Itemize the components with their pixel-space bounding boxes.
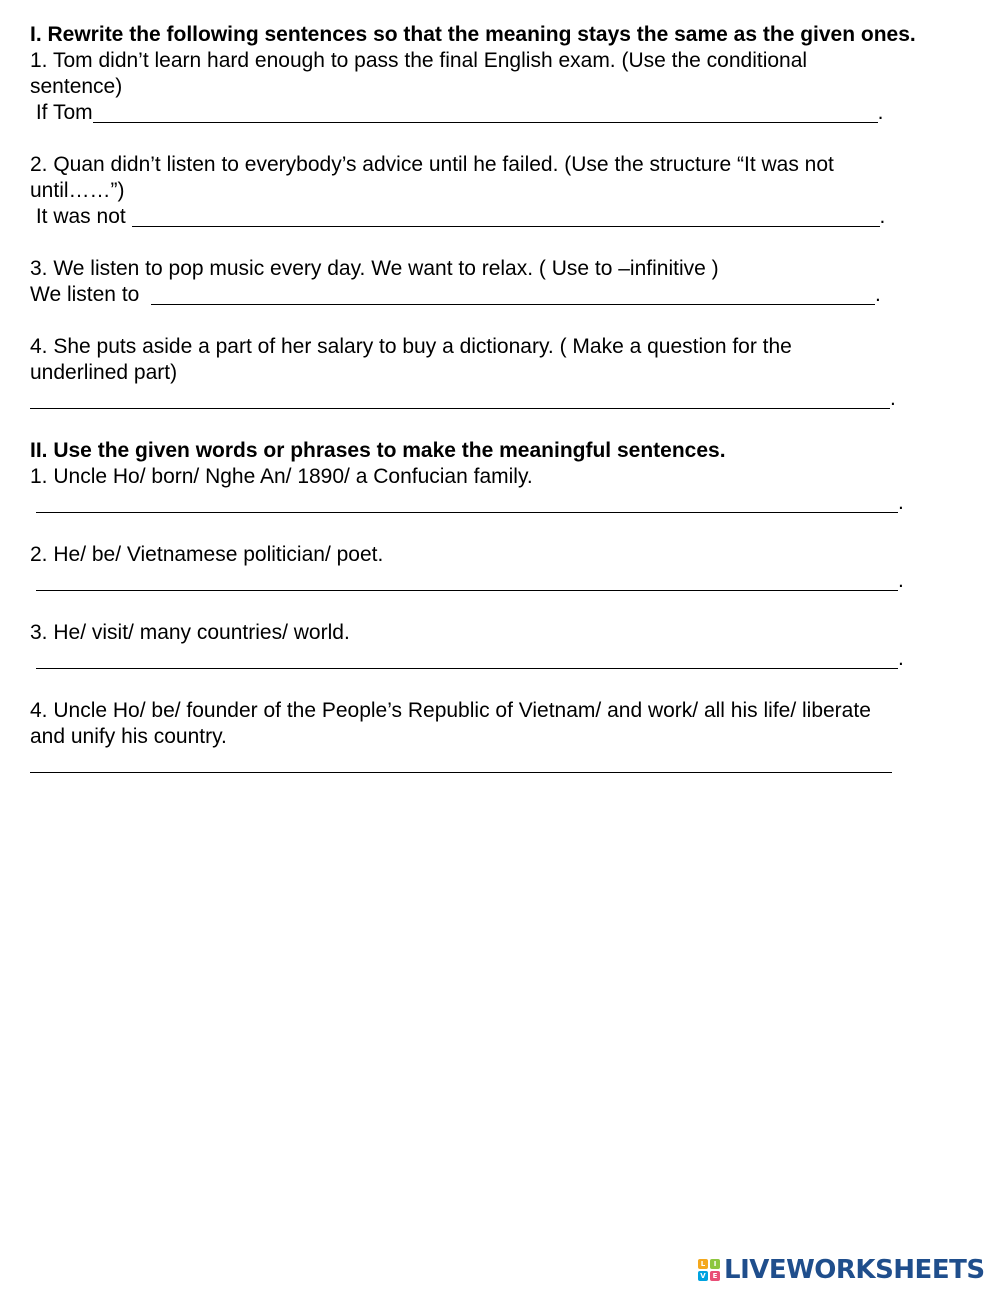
s2-q4-line1: 4. Uncle Ho/ be/ founder of the People’s Republic of Vietnam/ and work/ all his life/ liberate [30,699,871,722]
s1-q3-dot: . [875,283,881,306]
s2-q1-blank[interactable] [36,492,898,513]
logo-mark-i: I [710,1259,720,1269]
s1-q4-blank[interactable] [30,388,890,409]
liveworksheets-logo [698,1255,985,1285]
worksheet [30,22,960,776]
s1-q1-line2: sentence) [30,75,123,98]
s2-q2-dot: . [898,569,904,592]
s2-q4-line2: and unify his country. [30,725,227,748]
s1-q2-dot: . [879,205,886,228]
s1-q3-line1: 3. We listen to pop music every day. We want to relax. ( Use to –infinitive ) [30,257,719,280]
logo-mark-l: L [698,1259,708,1269]
logo-mark-v: V [698,1271,708,1281]
s1-q2-prefix: It was not [30,205,132,228]
s1-q2-line1: 2. Quan didn’t listen to everybody’s advice until he failed. (Use the structure “It was not [30,153,834,176]
s2-q1-dot: . [898,491,904,514]
s1-q4-dot: . [890,387,896,410]
s1-q1-line1: 1. Tom didn’t learn hard enough to pass the final English exam. (Use the conditional [30,49,808,72]
s1-q4-answer [30,386,960,412]
s2-q2-line1: 2. He/ be/ Vietnamese politician/ poet. [30,543,384,566]
s1-q1-prefix: If Tom [30,101,93,124]
s1-q3-answer [30,282,960,308]
s1-q4-line2: underlined part) [30,361,178,384]
s1-q4-line1: 4. She puts aside a part of her salary to buy a dictionary. ( Make a question for the [30,335,792,358]
s1-q2-line2: until……”) [30,179,125,202]
s2-q2-answer [30,568,960,594]
s2-q3-line1: 3. He/ visit/ many countries/ world. [30,621,350,644]
section-2-heading: II. Use the given words or phrases to make the meaningful sentences. [30,439,726,462]
s2-q1-answer [30,490,960,516]
s2-q3-blank[interactable] [36,648,898,669]
section-1-heading: I. Rewrite the following sentences so that the meaning stays the same as the given ones. [30,23,916,46]
s2-q1-line1: 1. Uncle Ho/ born/ Nghe An/ 1890/ a Confucian family. [30,465,533,488]
s2-q4-answer [30,750,960,776]
s1-q1-blank[interactable] [93,102,878,123]
s2-q2-blank[interactable] [36,570,898,591]
s2-q4-blank[interactable] [30,752,892,773]
s2-q3-answer [30,646,960,672]
logo-text: LIVEWORKSHEETS [724,1255,985,1285]
s1-q1-answer [30,100,960,126]
s1-q1-dot: . [877,101,884,124]
s1-q2-blank[interactable] [132,206,880,227]
s2-q3-dot: . [898,647,904,670]
liveworksheets-logo-icon [698,1259,720,1281]
logo-mark-e: E [710,1271,720,1281]
s1-q2-answer [30,204,960,230]
s1-q3-prefix: We listen to [30,283,151,306]
s1-q3-blank[interactable] [151,284,875,305]
